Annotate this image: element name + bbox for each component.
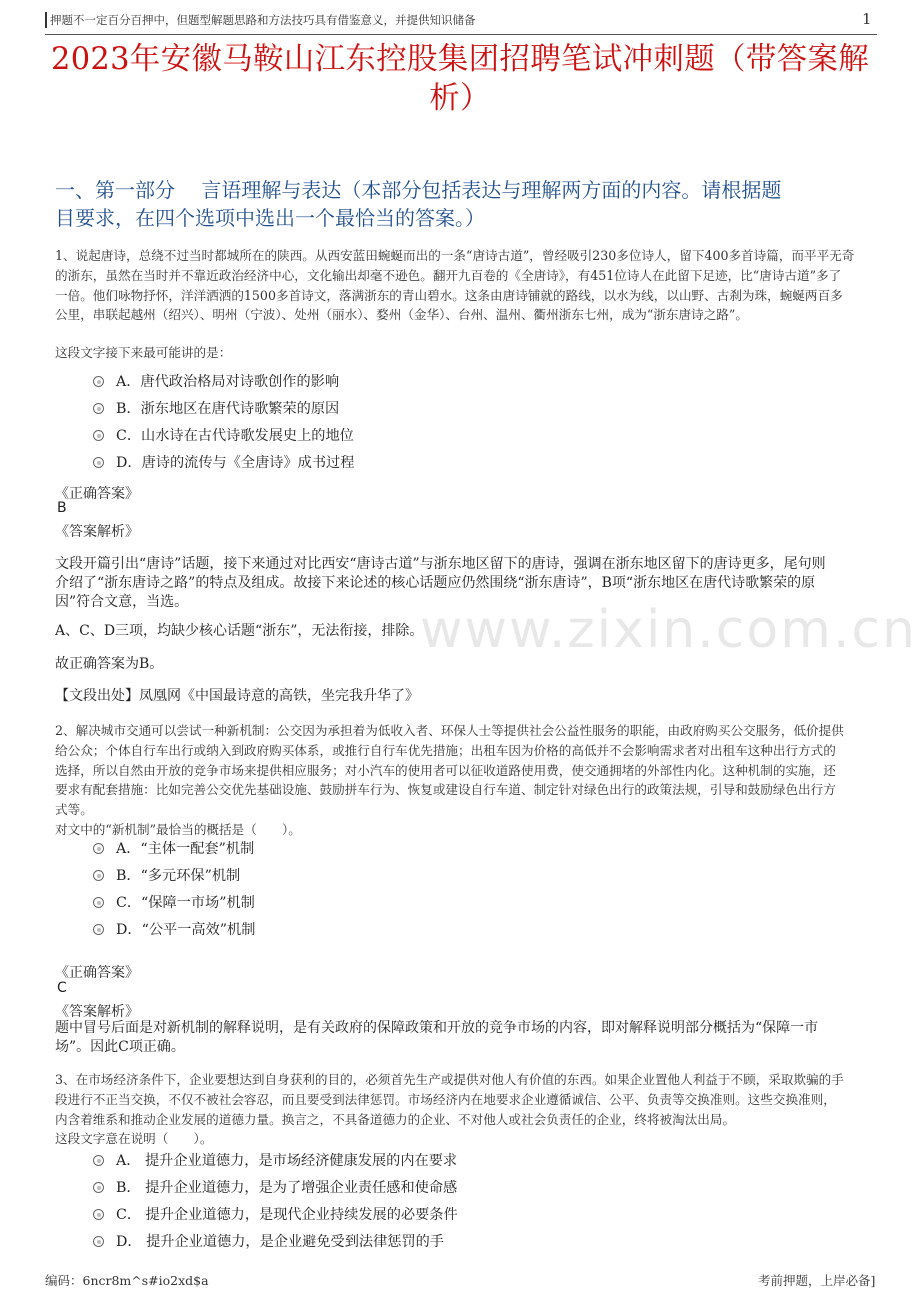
q1-prompt: 这段文字接下来最可能讲的是： [55, 345, 232, 360]
q2-line: 要求有配套措施：比如完善公交优先基础设施、鼓励拼车行为、恢复或建设自行车道、制定针对绿色出行的政策法规，引导和鼓励绿色出行方 [55, 782, 836, 798]
radio-icon[interactable] [93, 1182, 104, 1193]
q1-line: 1、说起唐诗，总绕不过当时都城所在的陕西。从西安蓝田蜿蜒而出的一条“唐诗古道”，曾经吸引230多位诗人，留下400多首诗篇，而平平无奇 [55, 248, 855, 263]
q1-line: 的浙东，虽然在当时并不靠近政治经济中心，文化输出却毫不逊色。翻开九百卷的《全唐诗》，有451位诗人在此留下足迹，比“唐诗古道”多了 [55, 267, 842, 283]
q1-line: 一倍。他们咏物抒怀，洋洋洒洒的1500多首诗文，落满浙东的青山碧水。这条由唐诗铺就的路线，以水为线，以山野、古刹为珠，蜿蜒两百多 [55, 287, 843, 303]
q2-analysis-line: 场”。因此C项正确。 [55, 1039, 185, 1055]
q3-line: 段进行不正当交换，不仅不被社会容忍，而且要受到法律惩罚。市场经济内在地要求企业遵循诚信、公平、负责等交换准则。这些交换准则， [55, 1091, 836, 1107]
radio-icon[interactable] [93, 843, 104, 854]
radio-icon[interactable] [93, 1209, 104, 1220]
q2-option-d[interactable] [93, 921, 255, 939]
q3-option-b[interactable] [93, 1179, 457, 1197]
q2-option-b[interactable] [93, 867, 240, 885]
q2-line: 选择，所以自然由开放的竞争市场来提供相应服务；对小汽车的使用者可以征收道路使用费，使交通拥堵的外部性内化。这种机制的实施，还 [55, 762, 836, 778]
q3-option-d[interactable] [93, 1233, 444, 1251]
page-number: 1 [862, 10, 872, 28]
q1-analysis [55, 555, 870, 612]
section-line-1: 一、第一部分 言语理解与表达（本部分包括表达与理解两方面的内容。请根据题 [55, 178, 782, 202]
q2-line: 式等。 [55, 802, 93, 818]
q2-analysis-line: 题中冒号后面是对新机制的解释说明，是有关政府的保障政策和开放的竞争市场的内容，即对解释说明部分概括为“保障一市 [55, 1020, 819, 1036]
q1-option-b[interactable] [93, 400, 339, 418]
title-line-2: 析） [429, 81, 491, 116]
q1-answer-label: 《正确答案》 [55, 486, 139, 502]
q1-analysis-exclusion: A、C、D三项，均缺少核心话题“浙东”，无法衔接，排除。 [55, 623, 424, 639]
q1-analysis-conclusion: 故正确答案为B。 [55, 656, 164, 672]
radio-icon[interactable] [93, 924, 104, 935]
q2-prompt: 对文中的“新机制”最恰当的概括是（ ）。 [55, 822, 301, 837]
radio-icon[interactable] [93, 1155, 104, 1166]
q2-line: 给公众；个体自行车出行或纳入到政府购买体系，或推行自行车优先措施；出租车因为价格的高低并不会影响需求者对出租车这种出行方式的 [55, 742, 836, 758]
option-label: A．“主体一配套”机制 [116, 841, 255, 857]
q3-option-c[interactable] [93, 1206, 458, 1224]
q2-analysis [55, 1019, 870, 1057]
q2-line: 2、解决城市交通可以尝试一种新机制：公交因为承担着为低收入者、环保人士等提供社会公益性服务的职能，由政府购买公交服务，低价提供 [55, 723, 844, 738]
q1-analysis-line: 文段开篇引出“唐诗”话题，接下来通过对比西安“唐诗古道”与浙东地区留下的唐诗，强调在浙东地区留下的唐诗更多，尾句则 [55, 556, 826, 572]
radio-icon[interactable] [93, 430, 104, 441]
section-heading [55, 176, 875, 232]
option-label: C．山水诗在古代诗歌发展史上的地位 [116, 428, 354, 444]
option-label: C． 提升企业道德力，是现代企业持续发展的必要条件 [116, 1207, 458, 1223]
radio-icon[interactable] [93, 403, 104, 414]
radio-icon[interactable] [93, 870, 104, 881]
q1-option-d[interactable] [93, 454, 354, 472]
option-label: D．唐诗的流传与《全唐诗》成书过程 [116, 455, 355, 471]
q2-option-a[interactable] [93, 840, 254, 858]
q3-line: 3、在市场经济条件下，企业要想达到自身获利的目的，必须首先生产或提供对他人有价值的东西。如果企业置他人利益于不顾，采取欺骗的手 [55, 1072, 844, 1087]
option-label: B． 提升企业道德力，是为了增强企业责任感和使命感 [116, 1180, 458, 1196]
option-label: D．“公平一高效”机制 [116, 922, 256, 938]
document-title [40, 40, 880, 118]
footer-slogan: 考前押题，上岸必备] [758, 1273, 876, 1288]
q3-stem [55, 1070, 867, 1129]
q1-analysis-line: 介绍了“浙东唐诗之路”的特点及组成。故接下来论述的核心话题应仍然围绕“浙东唐诗”，B项“浙东地区在唐代诗歌繁荣的原 [55, 575, 816, 591]
q2-stem [55, 721, 867, 820]
q2-answer-label: 《正确答案》 [55, 965, 139, 981]
title-line-1: 2023年安徽马鞍山江东控股集团招聘笔试冲刺题（带答案解 [50, 42, 870, 77]
radio-icon[interactable] [93, 457, 104, 468]
q2-analysis-label: 《答案解析》 [55, 1004, 139, 1020]
q1-option-a[interactable] [93, 373, 339, 391]
q1-analysis-label: 《答案解析》 [55, 524, 139, 540]
q1-line: 公里，串联起越州（绍兴）、明州（宁波）、处州（丽水）、婺州（金华）、台州、温州、衢州浙东七州，成为“浙东唐诗之路”。 [55, 307, 748, 323]
option-label: B．“多元环保”机制 [116, 868, 241, 884]
radio-icon[interactable] [93, 1236, 104, 1247]
option-label: C．“保障一市场”机制 [116, 895, 255, 911]
q1-analysis-line: 因”符合文意，当选。 [55, 594, 189, 610]
header-disclaimer: 押题不一定百分百押中，但题型解题思路和方法技巧具有借鉴意义，并提供知识储备 [45, 12, 476, 28]
section-line-2: 目要求，在四个选项中选出一个最恰当的答案。） [55, 206, 485, 230]
q1-option-c[interactable] [93, 427, 354, 445]
radio-icon[interactable] [93, 897, 104, 908]
document-code: 编码：6ncr8m^s#io2xd$a [45, 1273, 209, 1288]
option-label: B．浙东地区在唐代诗歌繁荣的原因 [116, 401, 340, 417]
radio-icon[interactable] [93, 376, 104, 387]
watermark: www.zixin.com.cn [420, 600, 917, 660]
q1-answer: B [57, 500, 67, 516]
q1-stem [55, 246, 867, 325]
q2-option-c[interactable] [93, 894, 255, 912]
option-label: A．唐代政治格局对诗歌创作的影响 [116, 374, 340, 390]
q3-line: 内含着维系和推动企业发展的道德力量。换言之，不具备道德力的企业、不对他人或社会负责任的企业，终将被淘汰出局。 [55, 1111, 736, 1127]
option-label: A． 提升企业道德力，是市场经济健康发展的内在要求 [116, 1153, 458, 1169]
option-label: D． 提升企业道德力，是企业避免受到法律惩罚的手 [116, 1234, 445, 1250]
q1-source: 【文段出处】凤凰网《中国最诗意的高铁，坐完我升华了》 [55, 688, 419, 704]
q3-prompt: 这段文字意在说明（ ）。 [55, 1131, 213, 1146]
q2-answer: C [57, 980, 67, 996]
q3-option-a[interactable] [93, 1152, 457, 1170]
